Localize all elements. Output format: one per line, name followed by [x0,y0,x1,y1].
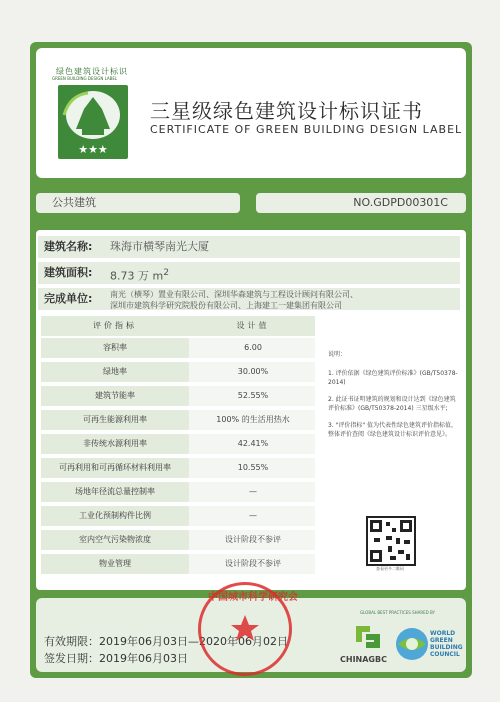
building-area-value [110,262,169,288]
building-area-sup: 2 [163,267,170,278]
indicator-cell: 非传统水源利用率 [41,434,189,454]
note-1: 1. 评价依据《绿色建筑评价标准》(GB/T50378-2014) [328,370,458,386]
value-cell: 100% 的生活用热水 [216,415,290,424]
completion-unit-line1: 南光（横琴）置业有限公司、深圳华森建筑与工程设计顾问有限公司、 [110,290,358,299]
seal-text: 中国城市科学研究会 [208,592,298,603]
qr-pattern [368,518,414,564]
indicator-cell: 室内空气污染物浓度 [41,530,189,550]
table-row [41,386,315,408]
value-cell: 52.55% [237,391,269,400]
validity-period: 有效期限：2019年06月03日—2020年06月02日 [44,635,288,648]
indicator-cell: 物业管理 [41,554,189,574]
completion-unit-key: 完成单位: [44,292,93,305]
certificate-title-en: CERTIFICATE OF GREEN BUILDING DESIGN LABEL [150,123,463,136]
certificate-number: NO.GDPD00301C [256,193,466,213]
qr-caption: 查看更多二维码 [376,566,404,571]
table-header [41,316,315,338]
building-name-value: 珠海市横琴南光大厦 [110,240,209,253]
table-row [41,362,315,384]
indicator-cell: 容积率 [41,338,189,358]
indicator-cell: 场地年径流总量控制率 [41,482,189,502]
logo-sublabel: GREEN BUILDING DESIGN LABEL [52,76,118,81]
chinagbc-mark [348,620,388,654]
green-building-logo [58,85,128,159]
indicator-cell: 工业化预制构件比例 [41,506,189,526]
completion-unit-line2: 深圳市建筑科学研究院股份有限公司、上海建工一建集团有限公司 [110,301,342,310]
value-cell: 设计阶段不参评 [225,559,281,568]
logo-label: 绿色建筑设计标识 [56,67,128,76]
table-row [41,338,315,360]
value-cell: — [249,511,257,520]
wgbc-line: GREEN [430,637,453,644]
wgbc-line: BUILDING [430,644,463,651]
building-area-key: 建筑面积: [44,266,93,279]
header-design-value: 设计值 [236,321,270,330]
table-row [41,554,315,576]
table-row [41,482,315,504]
indicator-cell: 可再利用和可再循环材料利用率 [41,458,189,478]
value-cell: 设计阶段不参评 [225,535,281,544]
notes-title: 说明： [328,351,347,358]
completion-unit-value [110,289,358,311]
value-cell: — [249,487,257,496]
qr-code-icon[interactable] [366,516,416,566]
table-row [41,458,315,480]
value-cell: 6.00 [244,343,262,352]
evaluation-table [41,316,315,586]
chinagbc-name: CHINAGBC [340,655,387,664]
certificate-title: 三星级绿色建筑设计标识证书 [150,99,423,123]
issue-date: 签发日期：2019年06月03日 [44,652,188,665]
table-row [41,434,315,456]
value-cell: 10.55% [237,463,269,472]
note-2: 2. 此证书证明建筑的规划和设计达到《绿色建筑评价标准》(GB/T50378-2014) 三星级水平; [328,396,456,412]
wgbc-line: COUNCIL [430,651,460,658]
table-row [41,530,315,552]
wgbc-line: WORLD [430,630,456,637]
building-area-number: 8.73 万 m [110,269,164,283]
header-indicator: 评价指标 [41,316,189,336]
building-area-row [38,262,460,284]
temple-icon [58,85,128,159]
indicator-cell: 建筑节能率 [41,386,189,406]
completion-unit-row [38,288,460,310]
wgbc-globe [392,624,432,664]
table-row [41,410,315,432]
building-type-tag: 公共建筑 [36,193,240,213]
building-name-row [38,236,460,258]
building-name-key: 建筑名称: [44,240,93,253]
wgbc-name [430,630,463,658]
indicator-cell: 绿地率 [41,362,189,382]
star-rating: ★★★ [78,143,108,156]
value-cell: 30.00% [237,367,269,376]
table-row [41,506,315,528]
partner-caption: GLOBAL BEST PRACTICES SHARED BY [360,610,435,615]
note-3: 3. "评价指标" 值为代表性绿色建筑评价指标值，整体评价查阅《绿色建筑设计标识评价意见》。 [328,422,458,438]
value-cell: 42.41% [237,439,269,448]
chinagbc-logo-icon [348,620,388,654]
wgbc-globe-icon [392,624,432,664]
indicator-cell: 可再生能源利用率 [41,410,189,430]
